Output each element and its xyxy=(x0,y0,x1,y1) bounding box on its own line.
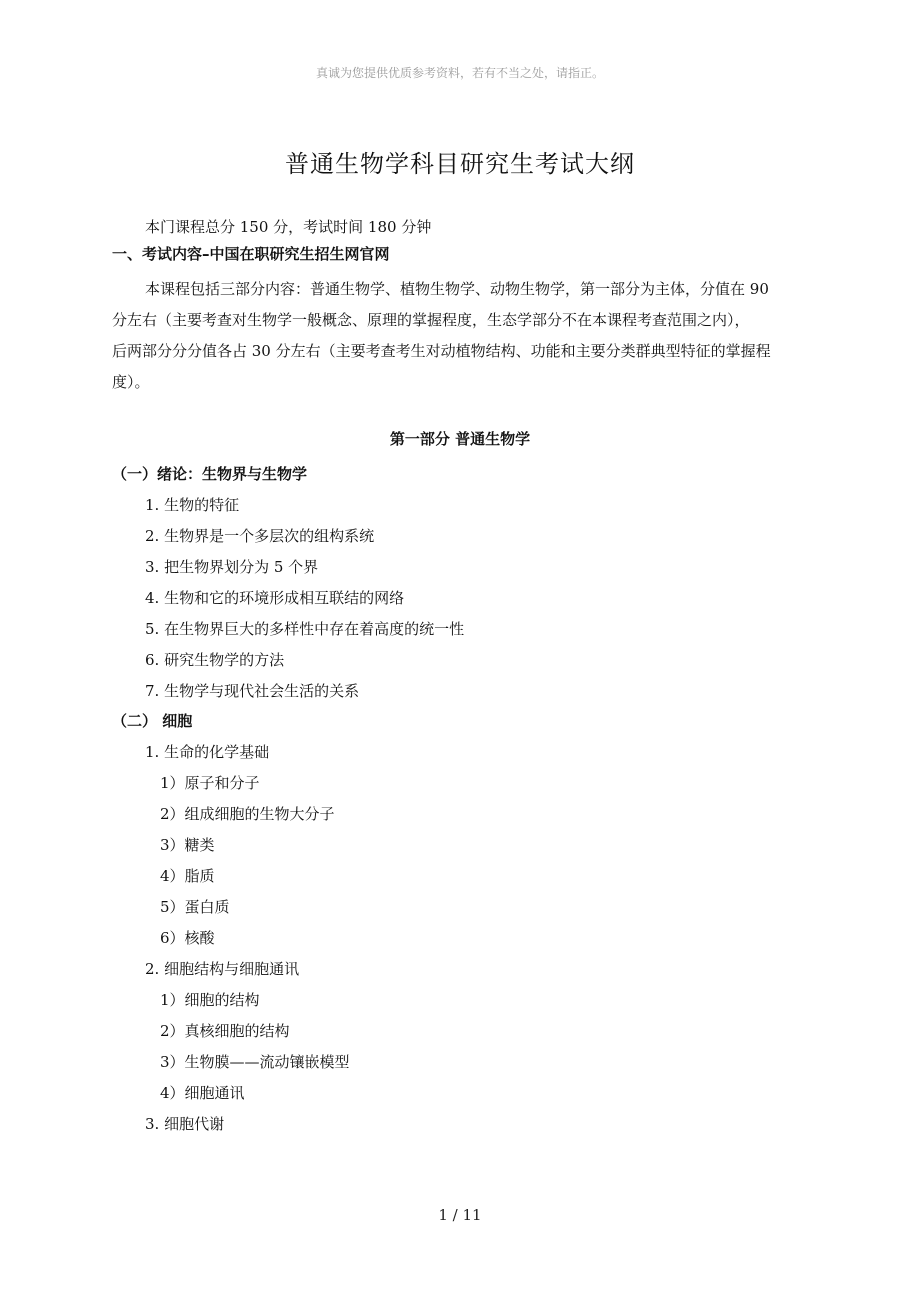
list-item: 3）糖类 xyxy=(160,836,215,854)
paragraph-line: 后两部分分分值各占 30 分左右（主要考查考生对动植物结构、功能和主要分类群典型特征的掌握程 xyxy=(112,342,771,360)
chapter2-heading: （二） 细胞 xyxy=(112,712,193,730)
part1-title: 第一部分 普通生物学 xyxy=(389,430,531,448)
header-note: 真诚为您提供优质参考资料，若有不当之处，请指正。 xyxy=(315,66,604,80)
list-item: 5. 在生物界巨大的多样性中存在着高度的统一性 xyxy=(145,620,465,638)
list-item: 1. 生物的特征 xyxy=(145,496,240,514)
list-item: 3）生物膜——流动镶嵌模型 xyxy=(160,1053,350,1071)
chapter1-heading: （一）绪论：生物界与生物学 xyxy=(112,465,308,483)
list-item: 3. 细胞代谢 xyxy=(145,1115,225,1133)
list-item: 6）核酸 xyxy=(160,929,215,947)
list-item: 4）脂质 xyxy=(160,867,215,885)
list-item: 7. 生物学与现代社会生活的关系 xyxy=(145,682,360,700)
list-item: 1）细胞的结构 xyxy=(160,991,260,1009)
page-number: 1 / 11 xyxy=(438,1206,482,1224)
intro-text: 本门课程总分 150 分，考试时间 180 分钟 xyxy=(145,218,432,236)
list-item: 5）蛋白质 xyxy=(160,898,230,916)
section1-paragraph xyxy=(112,274,812,398)
paragraph-line: 度）。 xyxy=(112,373,150,391)
list-item: 6. 研究生物学的方法 xyxy=(145,651,285,669)
list-item: 4. 生物和它的环境形成相互联结的网络 xyxy=(145,589,405,607)
list-item: 3. 把生物界划分为 5 个界 xyxy=(145,558,319,576)
list-item: 1）原子和分子 xyxy=(160,774,260,792)
list-item: 2）真核细胞的结构 xyxy=(160,1022,290,1040)
list-item: 1. 生命的化学基础 xyxy=(145,743,270,761)
paragraph-line: 本课程包括三部分内容：普通生物学、植物生物学、动物生物学，第一部分为主体，分值在 90 xyxy=(145,280,769,298)
section1-heading: 一、考试内容–中国在职研究生招生网官网 xyxy=(112,245,390,263)
list-item: 4）细胞通讯 xyxy=(160,1084,245,1102)
list-item: 2）组成细胞的生物大分子 xyxy=(160,805,335,823)
paragraph-line: 分左右（主要考查对生物学一般概念、原理的掌握程度，生态学部分不在本课程考查范围之内）， xyxy=(112,311,750,329)
list-item: 2. 细胞结构与细胞通讯 xyxy=(145,960,300,978)
list-item: 2. 生物界是一个多层次的组构系统 xyxy=(145,527,375,545)
page-title: 普通生物学科目研究生考试大纲 xyxy=(285,150,635,178)
